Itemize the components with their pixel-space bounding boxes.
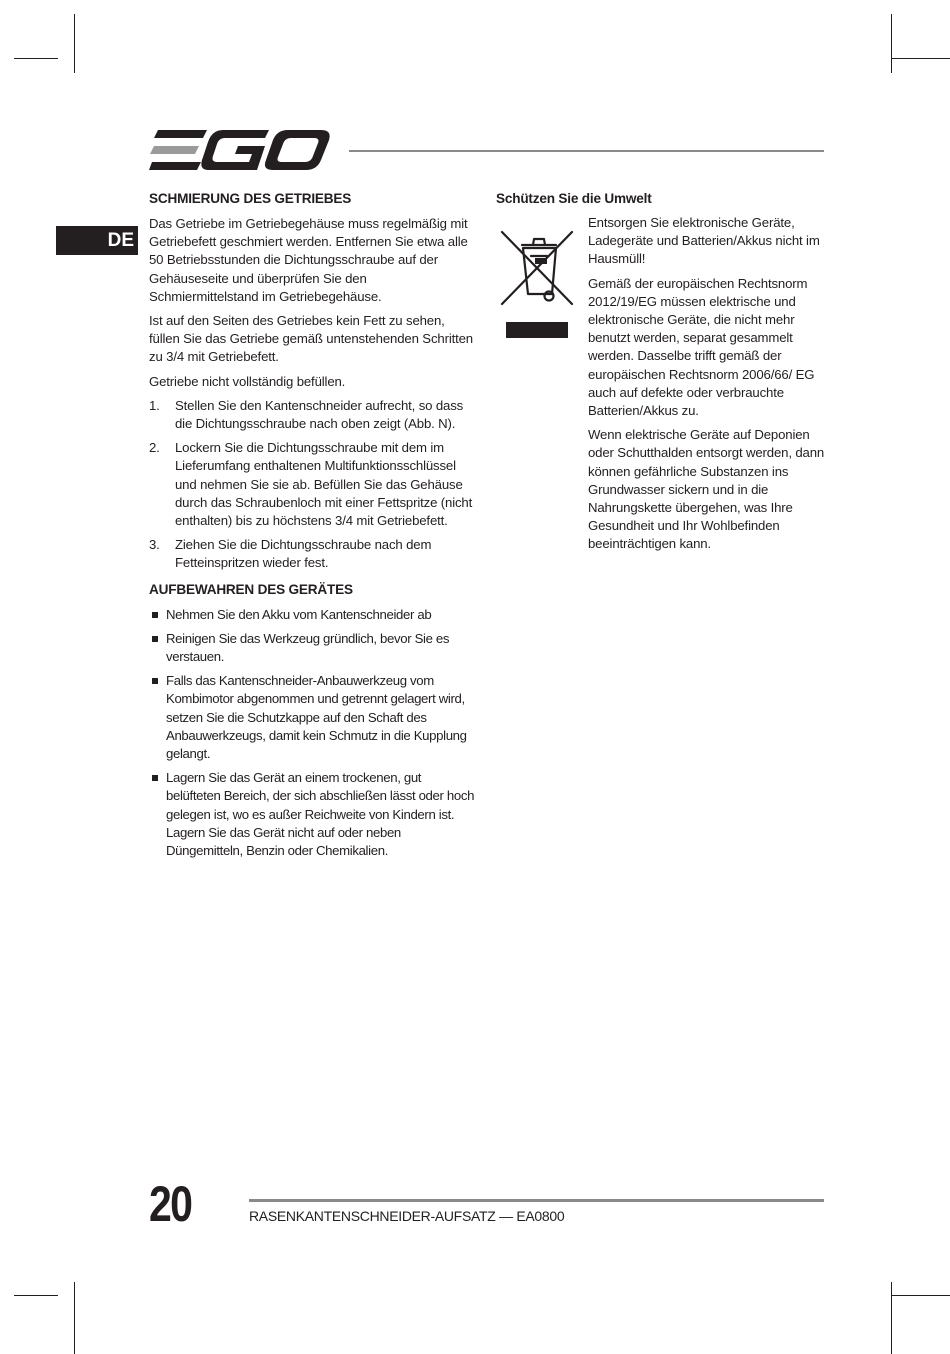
bullet-square-icon xyxy=(152,636,158,642)
ego-logo xyxy=(149,130,331,170)
list-item xyxy=(149,536,475,572)
crop-mark xyxy=(14,1295,58,1296)
crossed-out-wheelie-bin-icon xyxy=(500,228,574,340)
bullet-square-icon xyxy=(152,678,158,684)
step-text: Stellen Sie den Kantenschneider aufrecht, so dass die Dichtungsschraube nach oben zeigt (Abb. N). xyxy=(175,397,464,432)
crop-mark xyxy=(892,1295,950,1296)
language-tab: DE xyxy=(56,226,138,255)
environment-heading-block xyxy=(496,190,826,215)
list-item xyxy=(149,397,475,433)
crop-mark xyxy=(891,1282,892,1354)
list-item: Nehmen Sie den Akku vom Kantenschneider ab xyxy=(149,606,475,624)
step-number: 2. xyxy=(149,440,160,456)
paragraph: Ist auf den Seiten des Getriebes kein Fett zu sehen, füllen Sie das Getriebe gemäß untenstehenden Schritten zu 3/4 mit Getriebefett. xyxy=(149,313,473,365)
paragraph: Das Getriebe im Getriebegehäuse muss regelmäßig mit Getriebefett geschmiert werden. Entfernen Sie etwa alle 50 Betriebsstunden die Dichtungsschraube auf der Gehäuseseite und überprüfen Sie den Schmiermittelstand im Getriebegehäuse. xyxy=(149,216,468,304)
step-number: 3. xyxy=(149,537,160,553)
crop-mark xyxy=(74,14,75,73)
step-number: 1. xyxy=(149,397,160,413)
section-heading-lubrication: SCHMIERUNG DES GETRIEBES xyxy=(149,191,352,206)
header-rule xyxy=(349,150,824,152)
crop-mark xyxy=(74,1282,75,1354)
section-heading-environment: Schützen Sie die Umwelt xyxy=(496,191,652,206)
footer-title: RASENKANTENSCHNEIDER-AUFSATZ — EA0800 xyxy=(249,1208,565,1224)
paragraph: Getriebe nicht vollständig befüllen. xyxy=(149,373,346,389)
paragraph: Entsorgen Sie elektronische Geräte, Ladegeräte und Batterien/Akkus nicht im Hausmüll! xyxy=(588,215,820,267)
storage-bullet-list xyxy=(149,606,475,861)
section-heading-storage: AUFBEWAHREN DES GERÄTES xyxy=(149,581,353,597)
crop-mark xyxy=(891,14,892,73)
bullet-square-icon xyxy=(152,775,158,781)
bullet-square-icon xyxy=(152,612,158,618)
step-text: Ziehen Sie die Dichtungsschraube nach dem Fetteinspritzen wieder fest. xyxy=(175,537,432,571)
steps-list xyxy=(149,397,475,573)
list-item: Falls das Kantenschneider-Anbauwerkzeug vom Kombimotor abgenommen und getrennt gelagert wird, setzen Sie die Schutzkappe auf den Schaft des Anbauwerkzeugs, damit kein Schmutz in die Kupplung gelangt. xyxy=(149,672,475,763)
paragraph: Wenn elektrische Geräte auf Deponien oder Schutthalden entsorgt werden, dann können gefährliche Substanzen ins Grundwasser sickern und in die Nahrungskette übergehen, was Ihre Gesundheit und Ihr Wohlbefinden beeinträchtigen kann. xyxy=(588,427,825,552)
crop-mark xyxy=(892,58,950,59)
right-column xyxy=(588,214,826,560)
list-item xyxy=(149,439,475,530)
left-column xyxy=(149,190,475,866)
page-number: 20 xyxy=(149,1176,192,1232)
list-item: Lagern Sie das Gerät an einem trockenen, gut belüfteten Bereich, der sich abschließen lässt oder hoch gelegen ist, wo es außer Reichweite von Kindern ist. Lagern Sie das Gerät nicht auf oder neben Düngemitteln, Benzin oder Chemikalien. xyxy=(149,769,475,860)
crop-mark xyxy=(14,58,58,59)
list-item: Reinigen Sie das Werkzeug gründlich, bevor Sie es verstauen. xyxy=(149,630,475,666)
footer-rule xyxy=(249,1199,824,1202)
paragraph: Gemäß der europäischen Rechtsnorm 2012/19/EG müssen elektrische und elektronische Geräte, die nicht mehr benutzt werden, separat gesammelt werden. Dasselbe trifft gemäß der europäischen Rechtsnorm 2006/66/ EG auch auf defekte oder verbrauchte Batterien/Akkus zu. xyxy=(588,275,815,419)
step-text: Lockern Sie die Dichtungsschraube mit dem im Lieferumfang enthaltenen Multifunktionsschlüssel und nehmen Sie sie ab. Befüllen Sie das Gehäuse durch das Schraubenloch mit einer Fettspritze (nicht enthalten) bis zu höchstens 3/4 mit Getriebefett. xyxy=(175,440,473,529)
